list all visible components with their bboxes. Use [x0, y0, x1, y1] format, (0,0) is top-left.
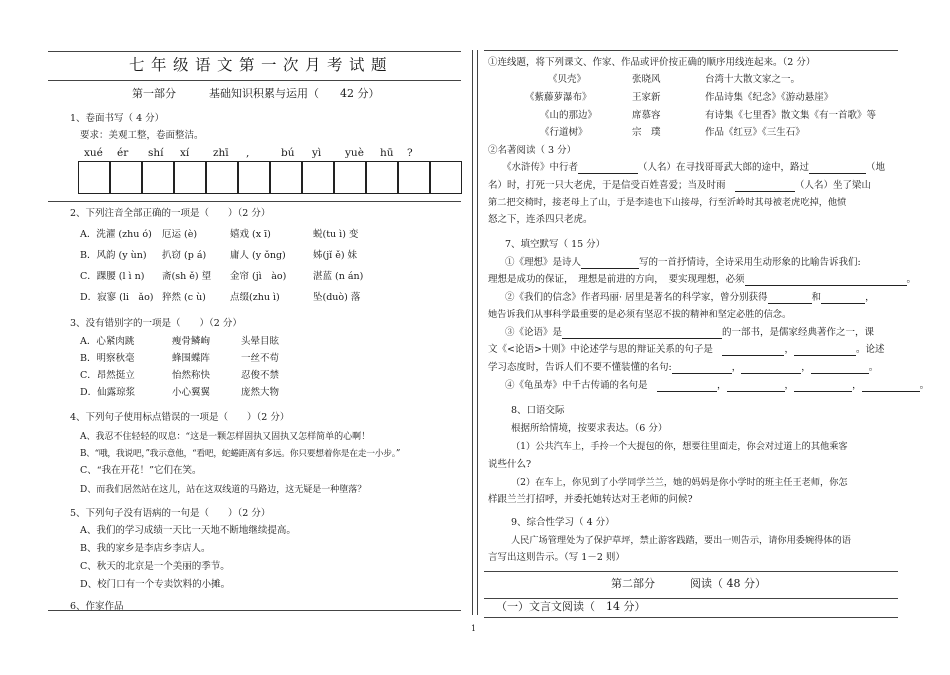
- q5-option: C、秋天的北京是一个美丽的季节。: [80, 561, 230, 572]
- q9-line: 人民广场管理处为了保护草坪，禁止游客践踏，要出一则告示，请你用委婉得体的语: [511, 535, 851, 546]
- page-number: 1: [471, 624, 477, 633]
- pinyin: ,: [246, 147, 250, 159]
- column-divider: [472, 50, 473, 615]
- pinyin: ér: [117, 147, 129, 159]
- match-author: 张晓风: [632, 74, 661, 85]
- match-desc: 台湾十大散文家之一。: [705, 74, 801, 85]
- q7-line: ③《论语》是 的一部书，是儒家经典著作之一，课: [505, 327, 875, 338]
- q7-line: ①《理想》是诗人 写的一首抒情诗，全诗采用生动形象的比喻告诉我们:: [505, 257, 861, 268]
- q2-option: 庸人 (y ǒng): [230, 250, 286, 261]
- q2-option: 斋(sh ě) 望: [162, 271, 212, 282]
- reading-title: ②名著阅读（ 3 分）: [488, 145, 577, 156]
- divider: [48, 51, 461, 52]
- q2-title: 2、下列注音全部正确的一项是（ ）（2 分）: [70, 208, 271, 219]
- q3-title: 3、没有错别字的一项是（ ）（2 分）: [70, 318, 242, 329]
- match-work: 《贝壳》: [548, 74, 587, 85]
- q3-option: 瘦骨鳞峋: [172, 336, 211, 347]
- q6-intro: ①连线题，将下列课文、作家、作品或评价按正确的顺序用线连起来。（2 分）: [488, 57, 816, 68]
- writing-grid: [78, 161, 462, 194]
- grid-cell[interactable]: [206, 161, 238, 194]
- pinyin: bú: [281, 147, 295, 159]
- q4-option: B、“哦，我说吧，”我示意他，“看吧，蛇蜷距离有多远。你只要想着你是在走一小步。”: [80, 449, 401, 459]
- part2-label: 第二部分: [611, 577, 655, 590]
- match-author: 席慕容: [632, 110, 661, 121]
- q3-option: A．心紧肉跳: [80, 336, 135, 347]
- grid-cell[interactable]: [430, 161, 462, 194]
- match-desc: 作品《红豆》《三生石》: [705, 127, 805, 138]
- q2-option: 蜕(tu ì) 变: [313, 229, 359, 240]
- q5-option: B、我的家乡是李店乡李店人。: [80, 543, 211, 554]
- grid-cell[interactable]: [174, 161, 206, 194]
- section-heading: （一）文言文阅读（ 14 分）: [496, 600, 646, 613]
- part1-score: 42 分）: [340, 87, 380, 100]
- q2-option: 姊(jǐ ě) 妹: [313, 250, 358, 261]
- pinyin: xí: [180, 147, 190, 159]
- match-work: 《行道树》: [540, 127, 588, 138]
- pinyin: hū: [380, 147, 394, 159]
- divider: [48, 80, 461, 81]
- q2-option: 扒窃 (p á): [162, 250, 207, 261]
- match-author: 宗 璞: [632, 127, 661, 138]
- grid-cell[interactable]: [334, 161, 366, 194]
- grid-cell[interactable]: [270, 161, 302, 194]
- column-divider: [477, 50, 478, 615]
- pinyin: zhī: [213, 147, 229, 159]
- match-desc: 有诗集《七里香》散文集《有一首歌》等: [705, 110, 877, 121]
- pinyin: yuè: [345, 147, 364, 159]
- match-author: 王家新: [632, 92, 661, 103]
- q2-option: 厄运 (è): [162, 229, 198, 240]
- q3-option: 庞然大物: [241, 387, 280, 398]
- q8-line: 样跟兰兰打招呼，并委托她转达对王老师的问候?: [488, 494, 693, 505]
- q2-option: 湛蓝 (n án): [313, 271, 364, 282]
- q2-option: C．踝腰 (l ì n): [80, 271, 145, 282]
- q3-option: 一丝不苟: [241, 353, 280, 364]
- q3-option: C．昂然挺立: [80, 370, 135, 381]
- q2-option: 金帘 (jì ào): [230, 271, 287, 282]
- pinyin: xué: [84, 147, 103, 159]
- q5-option: A、我们的学习成绩一天比一天地不断地继续提高。: [80, 525, 296, 536]
- q3-option: 小心翼翼: [172, 387, 211, 398]
- q9-line: 言写出这则告示。（写 1－2 则）: [488, 552, 625, 563]
- match-work: 《紫藤萝瀑布》: [525, 92, 592, 103]
- divider: [484, 50, 898, 51]
- q4-option: D、而我们居然站在这儿，站在这双线道的马路边，这无疑是一种堕落？: [80, 485, 367, 495]
- part2-name: 阅读（ 48 分）: [690, 577, 766, 590]
- q7-line: ②《我们的信念》作者玛丽· 居里是著名的科学家，曾分别获得 和 ，: [505, 292, 875, 303]
- q8-line: （1）公共汽车上，手拎一个大提包的你，想要往里面走，你会对过道上的其他乘客: [511, 441, 848, 452]
- q2-option: 猝然 (c ù): [162, 292, 206, 303]
- part1-name: 基础知识积累与运用（: [209, 87, 319, 100]
- q3-option: 怡然称快: [172, 370, 211, 381]
- pinyin: ?: [407, 147, 413, 159]
- q4-title: 4、下列句子使用标点错误的一项是（ ）（2 分）: [70, 412, 290, 423]
- q3-option: D．仙露琼浆: [80, 387, 136, 398]
- q5-title: 5、下列句子没有语病的一句是（ ）（2 分）: [70, 508, 271, 519]
- match-work: 《山的那边》: [540, 110, 598, 121]
- q1-requirement: 要求：美观工整，卷面整洁。: [80, 130, 204, 141]
- q7-line: 她告诉我们从事科学最重要的是必须有坚忍不拔的精神和坚定必胜的信念。: [488, 309, 792, 320]
- q3-option: 头晕目眩: [241, 336, 280, 347]
- q3-option: 蜂围蝶阵: [172, 353, 211, 364]
- grid-cell[interactable]: [78, 161, 110, 194]
- reading-line: 怒之下，连杀四只老虎。: [488, 214, 593, 225]
- q7-line: ④《龟虽寿》中千古传诵的名句是 ， ， ， 。: [505, 380, 930, 391]
- q2-option: D．寂寥 (li ǎo): [80, 292, 154, 303]
- reading-line: 名）时，打死一只大老虎，于是信受百姓喜爱；当及时雨 （人名）坐了梁山: [488, 180, 872, 191]
- q7-title: 7、填空默写（ 15 分）: [505, 239, 606, 250]
- grid-cell[interactable]: [238, 161, 270, 194]
- q8-intro: 根据所给情境，按要求表达。（6 分）: [511, 423, 668, 434]
- pinyin: yì: [312, 147, 322, 159]
- reading-line: 《水浒传》中行者 （人名）在寻找哥哥武大郎的途中，路过 （地: [502, 162, 886, 173]
- q4-option: A、我忍不住轻轻的叹息：“这是一颗怎样固执又固执又怎样简单的心啊！: [80, 432, 371, 442]
- q2-option: 嬉戏 (x ī): [230, 229, 271, 240]
- q2-option: 点缀(zhu ì): [230, 292, 280, 303]
- q9-title: 9、综合性学习（ 4 分）: [511, 517, 615, 528]
- q3-option: 忍俊不禁: [241, 370, 280, 381]
- grid-cell[interactable]: [110, 161, 142, 194]
- q3-option: B．明察秋毫: [80, 353, 135, 364]
- match-desc: 作品诗集《纪念》《游动悬崖》: [705, 92, 834, 103]
- q2-option: B．风韵 (y ùn): [80, 250, 147, 261]
- q7-line: 学习态度时，告诉人们不要不懂装懂的名句: ， ， 。: [488, 362, 879, 373]
- grid-cell[interactable]: [142, 161, 174, 194]
- divider: [484, 617, 898, 618]
- q1-title: 1、卷面书写（ 4 分）: [70, 113, 165, 124]
- grid-cell[interactable]: [366, 161, 398, 194]
- q7-line: 理想是成功的保证， 理想是前进的方向， 要实现理想，必须 。: [488, 274, 917, 285]
- q8-line: （2）在车上，你见到了小学同学兰兰，她的妈妈是你小学时的班主任王老师，你怎: [511, 477, 848, 488]
- q2-option: A．洗濯 (zhu ó): [80, 229, 152, 240]
- q7-line: 文《<论语>十则》中论述学与思的辩证关系的句子是 ， 。论述: [488, 344, 885, 355]
- page-title: 七年级语文第一次月考试题: [129, 56, 394, 74]
- reading-line: 第二把交椅时，接老母上了山，于是李逵也下山接母，行至沂岭时其母被老虎吃掉，他愤: [488, 197, 847, 208]
- divider: [48, 201, 461, 202]
- pinyin: shí: [148, 147, 164, 159]
- grid-cell[interactable]: [302, 161, 334, 194]
- q4-option: C、“我在开花！”它们在笑。: [80, 465, 202, 476]
- divider: [484, 571, 898, 572]
- q8-line: 说些什么?: [488, 459, 532, 470]
- q6-title: 6、作家作品: [70, 601, 124, 612]
- part1-label: 第一部分: [132, 87, 176, 100]
- grid-cell[interactable]: [398, 161, 430, 194]
- q8-title: 8、口语交际: [511, 405, 565, 416]
- divider: [484, 598, 898, 599]
- q2-option: 坠(duò) 落: [313, 292, 361, 303]
- q5-option: D、校门口有一个专卖饮料的小摊。: [80, 579, 231, 590]
